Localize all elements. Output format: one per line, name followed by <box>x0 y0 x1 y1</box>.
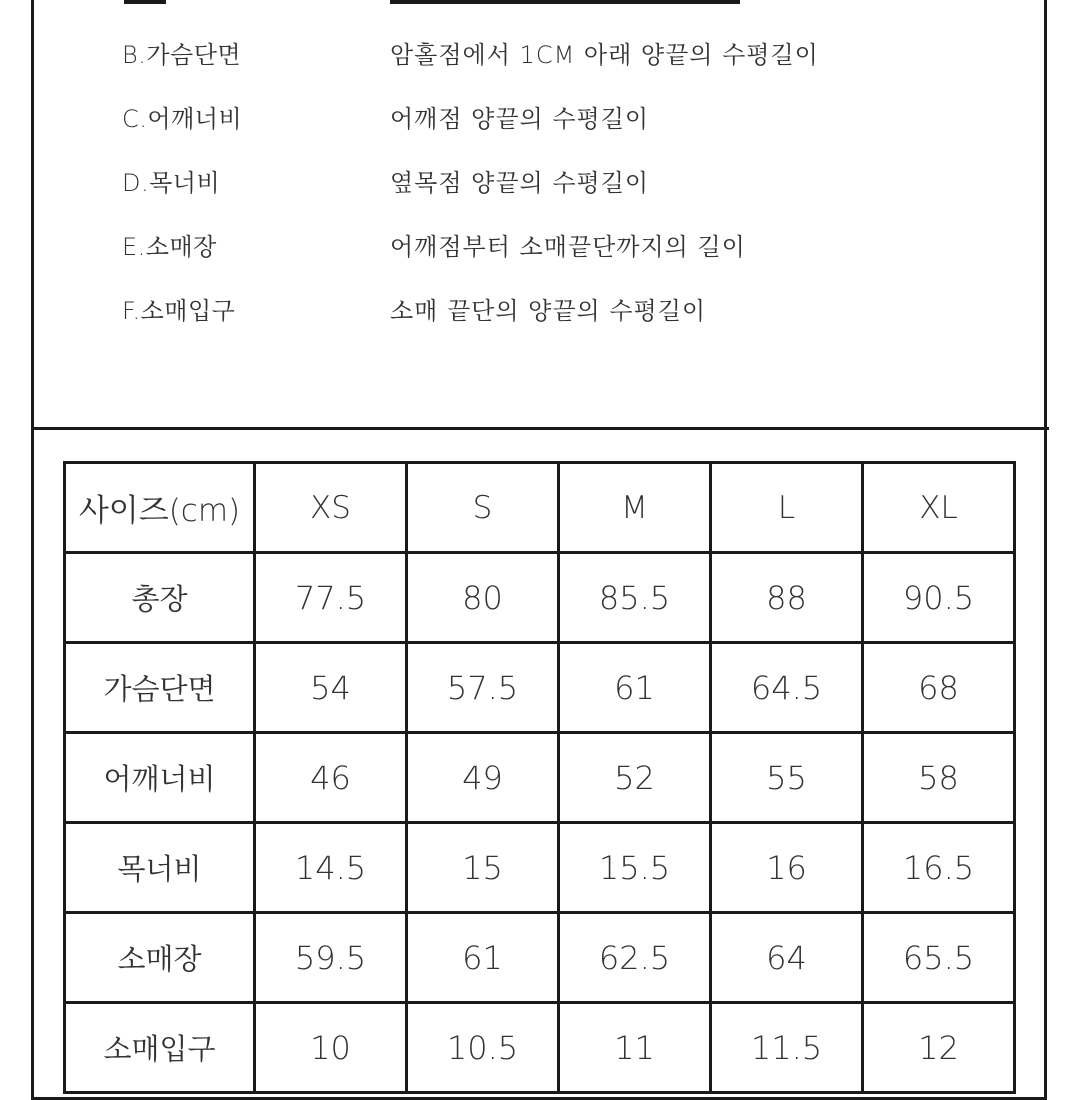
table-cell: 59.5 <box>255 913 407 1003</box>
table-row <box>65 1003 1015 1093</box>
table-cell: 11 <box>559 1003 711 1093</box>
guide-description: 어깨점부터 소매끝단까지의 길이 <box>390 233 746 261</box>
table-row <box>65 553 1015 643</box>
table-cell: 10 <box>255 1003 407 1093</box>
table-cell: 80 <box>407 553 559 643</box>
guide-label: C.어깨너비 <box>122 105 243 133</box>
guide-description: 어깨점 양끝의 수평길이 <box>390 105 650 133</box>
guide-label: F.소매입구 <box>122 297 236 325</box>
table-row <box>65 733 1015 823</box>
header-cell: S <box>407 463 559 553</box>
table-cell: 46 <box>255 733 407 823</box>
table-cell: 12 <box>863 1003 1015 1093</box>
header-cell: XL <box>863 463 1015 553</box>
size-table <box>63 461 1016 1094</box>
table-cell: 11.5 <box>711 1003 863 1093</box>
table-cell: 16.5 <box>863 823 1015 913</box>
guide-row-cuff <box>0 291 1080 331</box>
row-label: 소매입구 <box>65 1003 255 1093</box>
row-label: 총장 <box>65 553 255 643</box>
guide-row-sleeve <box>0 227 1080 267</box>
table-cell: 57.5 <box>407 643 559 733</box>
table-cell: 49 <box>407 733 559 823</box>
table-cell: 55 <box>711 733 863 823</box>
table-cell: 61 <box>407 913 559 1003</box>
table-cell: 64 <box>711 913 863 1003</box>
header-cell: M <box>559 463 711 553</box>
table-cell: 54 <box>255 643 407 733</box>
table-header-row <box>65 463 1015 553</box>
table-cell: 61 <box>559 643 711 733</box>
table-cell: 62.5 <box>559 913 711 1003</box>
guide-label: B.가슴단면 <box>122 41 242 69</box>
header-underline-right <box>390 0 740 4</box>
guide-description: 옆목점 양끝의 수평길이 <box>390 169 650 197</box>
guide-description: 암홀점에서 1CM 아래 양끝의 수평길이 <box>390 41 819 69</box>
guide-description: 소매 끝단의 양끝의 수평길이 <box>390 297 707 325</box>
table-row <box>65 643 1015 733</box>
table-cell: 10.5 <box>407 1003 559 1093</box>
header-cell: L <box>711 463 863 553</box>
table-cell: 15 <box>407 823 559 913</box>
header-cell: XS <box>255 463 407 553</box>
row-label: 소매장 <box>65 913 255 1003</box>
table-cell: 14.5 <box>255 823 407 913</box>
guide-row-chest <box>0 35 1080 75</box>
table-row <box>65 913 1015 1003</box>
guide-label: D.목너비 <box>122 169 221 197</box>
guide-row-shoulder <box>0 99 1080 139</box>
table-cell: 64.5 <box>711 643 863 733</box>
table-cell: 16 <box>711 823 863 913</box>
guide-label: E.소매장 <box>122 233 217 261</box>
guide-row-neck <box>0 163 1080 203</box>
row-label: 어깨너비 <box>65 733 255 823</box>
section-divider <box>31 427 1049 430</box>
table-cell: 85.5 <box>559 553 711 643</box>
table-cell: 15.5 <box>559 823 711 913</box>
row-label: 가슴단면 <box>65 643 255 733</box>
table-cell: 68 <box>863 643 1015 733</box>
table-row <box>65 823 1015 913</box>
header-cell: 사이즈(cm) <box>65 463 255 553</box>
header-underline-left <box>124 0 166 4</box>
table-cell: 58 <box>863 733 1015 823</box>
table-cell: 52 <box>559 733 711 823</box>
table-cell: 65.5 <box>863 913 1015 1003</box>
table-cell: 90.5 <box>863 553 1015 643</box>
table-cell: 88 <box>711 553 863 643</box>
table-cell: 77.5 <box>255 553 407 643</box>
row-label: 목너비 <box>65 823 255 913</box>
